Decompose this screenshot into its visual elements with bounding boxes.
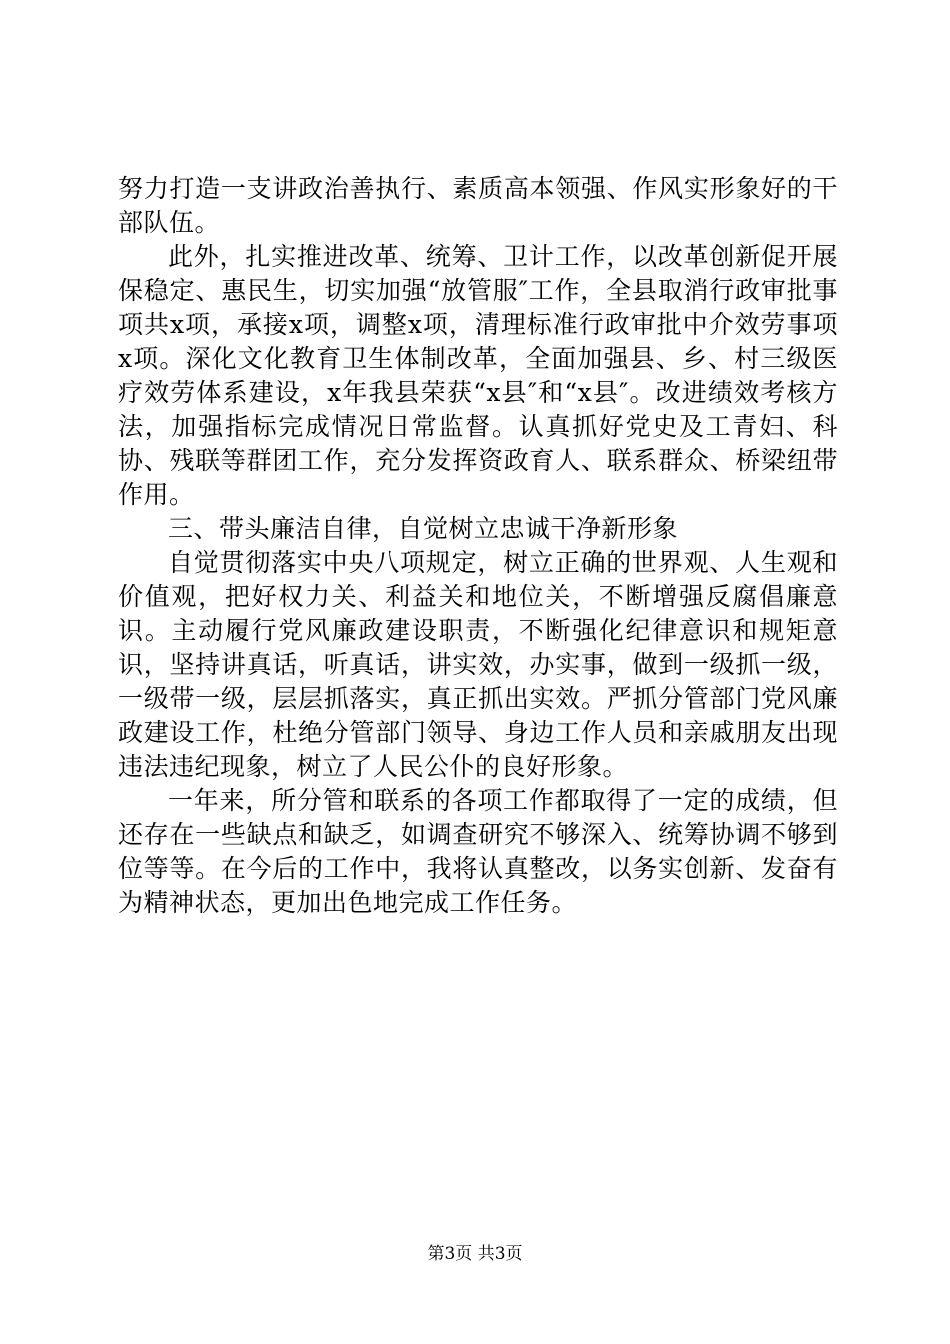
- paragraph-reform-work: 此外，扎实推进改革、统筹、卫计工作，以改革创新促开展保稳定、惠民生，切实加强“放管服″工作，全县取消行政审批事项共x项，承接x项，调整x项，清理标准行政审批中介效劳事项x项。深化文化教育卫生体制改革，全面加强县、乡、村三级医疗效劳体系建设，x年我县荣获“x县″和“x县″。改进绩效考核方法，加强指标完成情况日常监督。认真抓好党史及工青妇、科协、残联等群团工作，充分发挥资政育人、联系群众、桥梁纽带作用。: [118, 242, 838, 509]
- paragraph-continuation: 努力打造一支讲政治善执行、素质高本领强、作风实形象好的干部队伍。: [118, 174, 838, 237]
- document-body: [118, 172, 838, 920]
- page-number-footer: 第3页 共3页: [427, 1244, 523, 1264]
- paragraph-summary: 一年来，所分管和联系的各项工作都取得了一定的成绩，但还存在一些缺点和缺乏，如调查研究不够深入、统筹协调不够到位等等。在今后的工作中，我将认真整改，以务实创新、发奋有为精神状态，更加出色地完成工作任务。: [118, 786, 838, 917]
- paragraph-integrity: 自觉贯彻落实中央八项规定，树立正确的世界观、人生观和价值观，把好权力关、利益关和地位关，不断增强反腐倡廉意识。主动履行党风廉政建设职责，不断强化纪律意识和规矩意识，坚持讲真话，听真话，讲实效，办实事，做到一级抓一级，一级带一级，层层抓落实，真正抓出实效。严抓分管部门党风廉政建设工作，杜绝分管部门领导、身边工作人员和亲戚朋友出现违法违纪现象，树立了人民公仆的良好形象。: [118, 548, 838, 781]
- section-heading-three: 三、带头廉洁自律，自觉树立忠诚干净新形象: [168, 514, 679, 543]
